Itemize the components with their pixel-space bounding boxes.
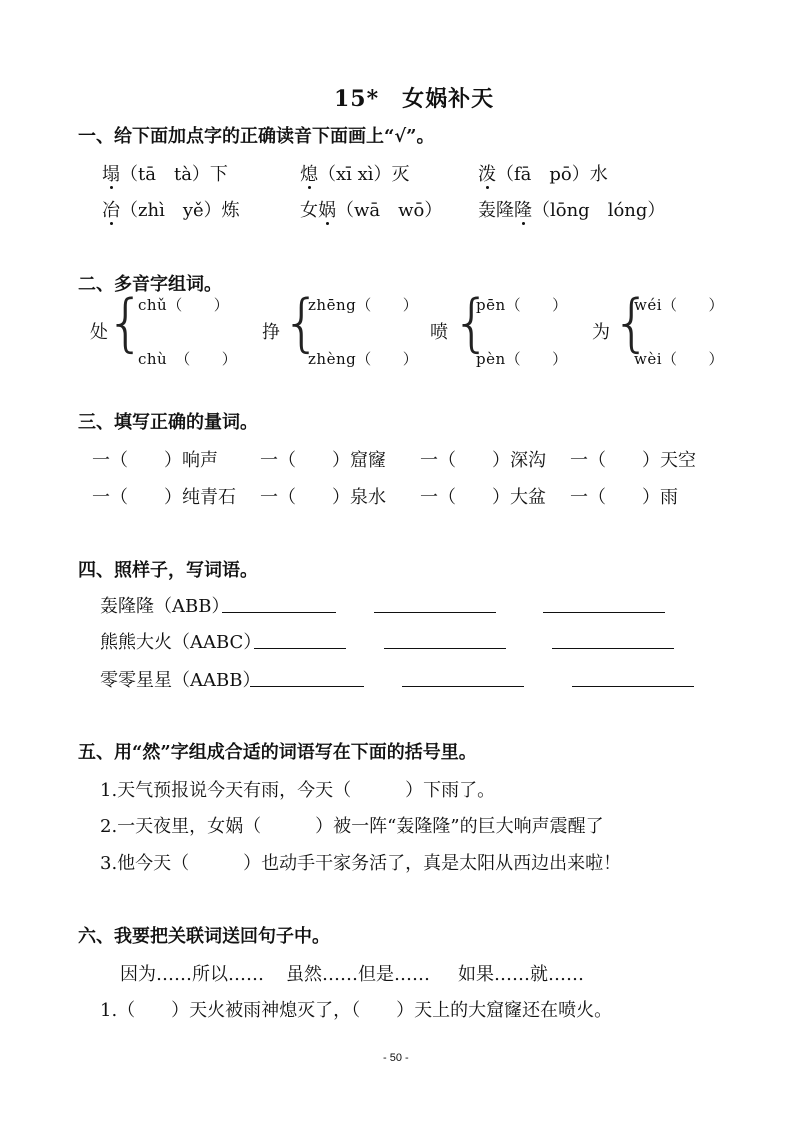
page-title: 15* 女娲补天 bbox=[334, 86, 495, 112]
pinyin-top: zhēng（ ） bbox=[308, 296, 419, 314]
conjunction-option: 如果……就…… bbox=[458, 964, 584, 985]
reading-item: 熄（xī xì）灭 bbox=[300, 164, 410, 185]
pinyin-bottom: pèn（ ） bbox=[476, 350, 568, 368]
reading-item: 冶（zhì yě）炼 bbox=[102, 200, 240, 221]
word-example: 熊熊大火（AABC） bbox=[100, 632, 262, 653]
answer-line[interactable] bbox=[254, 648, 346, 649]
measure-word-item: 一（ ）天空 bbox=[570, 450, 696, 471]
section-2-heading: 二、多音字组词。 bbox=[78, 274, 222, 295]
polyphone-char: 挣 bbox=[262, 322, 280, 343]
measure-word-item: 一（ ）泉水 bbox=[260, 487, 386, 508]
answer-line[interactable] bbox=[384, 648, 506, 649]
conjunction-option: 虽然……但是…… bbox=[286, 964, 430, 985]
pinyin-top: pēn（ ） bbox=[476, 296, 568, 314]
pinyin-bottom: wèi（ ） bbox=[634, 350, 725, 368]
measure-word-item: 一（ ）雨 bbox=[570, 487, 678, 508]
answer-line[interactable] bbox=[572, 686, 694, 687]
section-6-heading: 六、我要把关联词送回句子中。 bbox=[78, 926, 330, 947]
conjunction-option: 因为……所以…… bbox=[120, 964, 264, 985]
fill-sentence: 1.天气预报说今天有雨，今天（ ）下雨了。 bbox=[100, 780, 496, 801]
polyphone-char: 喷 bbox=[430, 322, 448, 343]
measure-word-item: 一（ ）响声 bbox=[92, 450, 218, 471]
answer-line[interactable] bbox=[552, 648, 674, 649]
pinyin-top: chǔ（ ） bbox=[138, 296, 230, 314]
pinyin-bottom: zhèng（ ） bbox=[308, 350, 419, 368]
fill-sentence: 2.一天夜里，女娲（ ）被一阵“轰隆隆”的巨大响声震醒了 bbox=[100, 816, 604, 837]
answer-line[interactable] bbox=[374, 612, 496, 613]
answer-line[interactable] bbox=[222, 612, 336, 613]
pinyin-bottom: chù （ ） bbox=[138, 350, 238, 368]
fill-sentence: 3.他今天（ ）也动手干家务活了，真是太阳从西边出来啦！ bbox=[100, 853, 622, 874]
measure-word-item: 一（ ）窟窿 bbox=[260, 450, 386, 471]
answer-line[interactable] bbox=[543, 612, 665, 613]
word-example: 轰隆隆（ABB） bbox=[100, 596, 230, 617]
brace-icon: { bbox=[612, 286, 652, 359]
polyphone-char: 处 bbox=[90, 322, 108, 343]
pinyin-top: wéi（ ） bbox=[634, 296, 725, 314]
answer-line[interactable] bbox=[250, 686, 364, 687]
page-number: - 50 - bbox=[383, 1052, 409, 1064]
brace-icon: { bbox=[452, 286, 492, 359]
measure-word-item: 一（ ）深沟 bbox=[420, 450, 546, 471]
measure-word-item: 一（ ）纯青石 bbox=[92, 487, 236, 508]
section-3-heading: 三、填写正确的量词。 bbox=[78, 412, 258, 433]
section-1-heading: 一、给下面加点字的正确读音下面画上“√”。 bbox=[78, 126, 435, 147]
answer-line[interactable] bbox=[402, 686, 524, 687]
measure-word-item: 一（ ）大盆 bbox=[420, 487, 546, 508]
reading-item: 塌（tā tà）下 bbox=[102, 164, 228, 185]
polyphone-char: 为 bbox=[592, 322, 610, 343]
brace-icon: { bbox=[106, 286, 146, 359]
fill-sentence: 1.（ ）天火被雨神熄灭了，（ ）天上的大窟窿还在喷火。 bbox=[100, 1000, 613, 1021]
word-example: 零零星星（AABB） bbox=[100, 670, 261, 691]
reading-item: 轰隆隆（lōng lóng） bbox=[478, 200, 666, 221]
brace-icon: { bbox=[282, 286, 322, 359]
section-5-heading: 五、用“然”字组成合适的词语写在下面的括号里。 bbox=[78, 742, 477, 763]
section-4-heading: 四、照样子，写词语。 bbox=[78, 560, 258, 581]
reading-item: 泼（fā pō）水 bbox=[478, 164, 608, 185]
reading-item: 女娲（wā wō） bbox=[300, 200, 443, 221]
